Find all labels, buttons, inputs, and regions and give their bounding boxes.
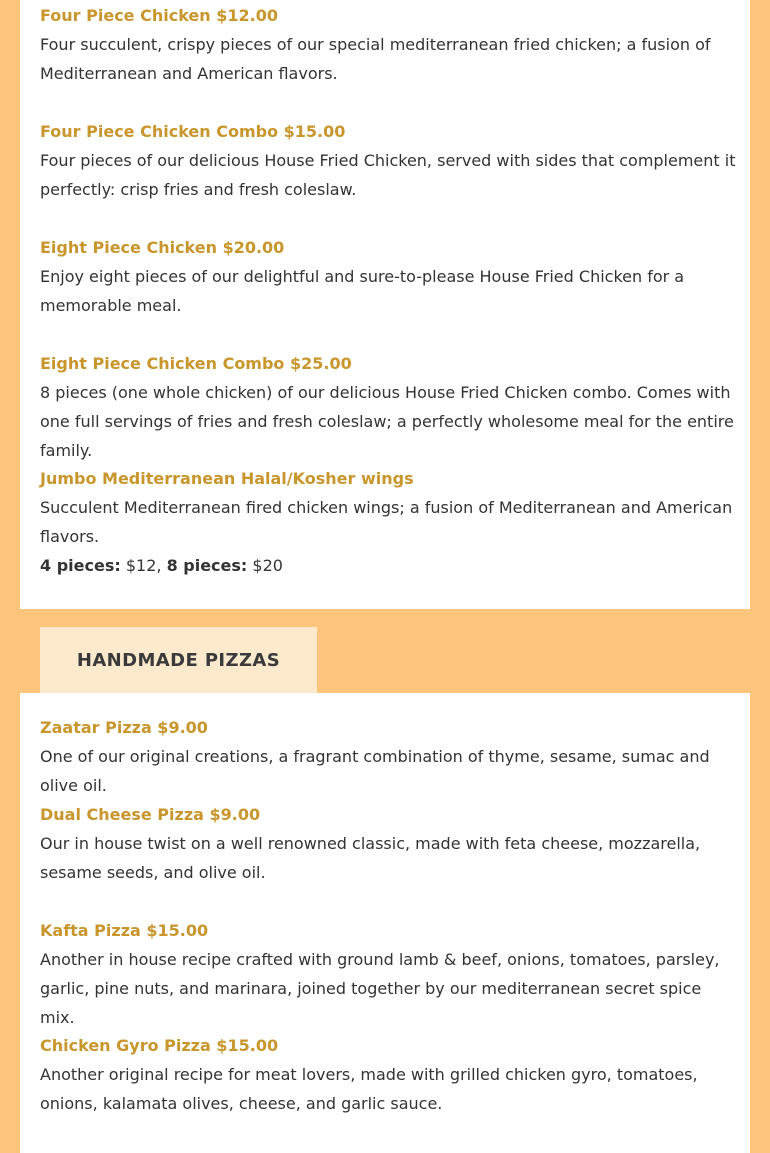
menu-item-description: Succulent Mediterranean fired chicken wings; a fusion of Mediterranean and American flavors. [40,498,733,546]
menu-item [40,800,736,887]
menu-item-description: Enjoy eight pieces of our delightful and sure-to-please House Fried Chicken for a memorable meal. [40,267,685,315]
menu-item-description: Our in house twist on a well renowned classic, made with feta cheese, mozzarella, sesame seeds, and olive oil. [40,834,701,882]
menu-item-description: 8 pieces (one whole chicken) of our delicious House Fried Chicken combo. Comes with one full servings of fries and fresh coleslaw; a perfectly wholesome meal for the entire family. [40,383,734,460]
price-option-label: 8 pieces: [166,556,248,575]
menu-item-title: Eight Piece Chicken Combo $25.00 [40,354,352,373]
menu-item-title: Zaatar Pizza $9.00 [40,718,208,737]
menu-item [40,233,736,320]
menu-item [40,464,736,580]
menu-item-title: Jumbo Mediterranean Halal/Kosher wings [40,469,414,488]
menu-item-title: Kafta Pizza $15.00 [40,921,209,940]
menu-item-description: Four succulent, crispy pieces of our special mediterranean fried chicken; a fusion of Mediterranean and American flavors. [40,35,711,83]
price-options [40,551,736,580]
menu-item [40,916,736,1032]
price-option-label: 4 pieces: [40,556,121,575]
menu-item [40,1031,736,1118]
menu-item-description: Four pieces of our delicious House Fried Chicken, served with sides that complement it perfectly: crisp fries and fresh coleslaw. [40,151,736,199]
chicken-menu-panel [20,0,750,609]
menu-item-description: Another in house recipe crafted with ground lamb & beef, onions, tomatoes, parsley, garlic, pine nuts, and marinara, joined together by our mediterranean secret spice mix. [40,950,720,1027]
menu-item-title: Four Piece Chicken $12.00 [40,6,278,25]
menu-item-title: Four Piece Chicken Combo $15.00 [40,122,346,141]
tab-handmade-pizzas[interactable] [40,627,317,693]
menu-item-description: One of our original creations, a fragrant combination of thyme, sesame, sumac and olive oil. [40,747,710,795]
pizza-menu-panel [20,693,750,1153]
menu-item [40,349,736,465]
menu-item [40,713,736,800]
menu-item-description: Another original recipe for meat lovers, made with grilled chicken gyro, tomatoes, onions, kalamata olives, cheese, and garlic sauce. [40,1065,698,1113]
price-option-value: $12, [120,556,162,575]
tab-label: HANDMADE PIZZAS [76,649,281,671]
menu-item [40,117,736,204]
menu-item [40,1,736,88]
menu-item-title: Eight Piece Chicken $20.00 [40,238,285,257]
menu-item-title: Dual Cheese Pizza $9.00 [40,805,261,824]
price-option-value: $20 [247,556,283,575]
menu-item-title: Chicken Gyro Pizza $15.00 [40,1036,279,1055]
